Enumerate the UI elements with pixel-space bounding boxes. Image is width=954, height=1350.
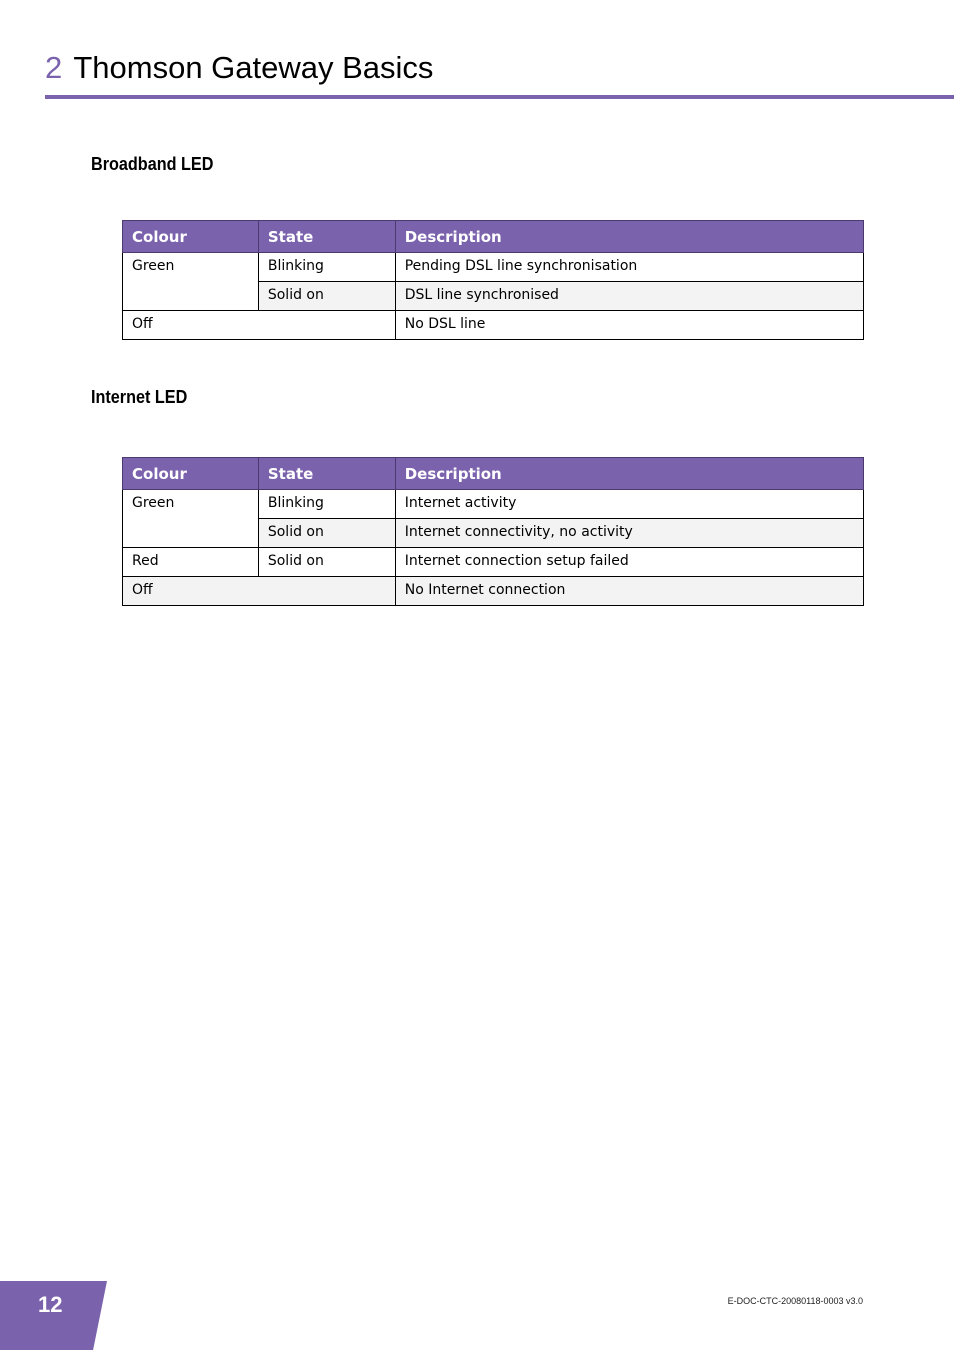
chapter-divider bbox=[45, 95, 954, 99]
description-cell: Pending DSL line synchronisation bbox=[395, 253, 863, 282]
column-header: Colour bbox=[123, 221, 259, 253]
table-row bbox=[123, 490, 864, 519]
chapter-title: Thomson Gateway Basics bbox=[73, 50, 434, 85]
state-cell: Solid on bbox=[258, 282, 395, 311]
chapter-number: 2 bbox=[45, 50, 63, 85]
description-cell: Internet connection setup failed bbox=[395, 548, 863, 577]
table-header-row bbox=[123, 221, 864, 253]
table-row bbox=[123, 577, 864, 606]
table-row bbox=[123, 253, 864, 282]
table-row bbox=[123, 311, 864, 340]
state-cell: Blinking bbox=[258, 490, 395, 519]
table-row bbox=[123, 548, 864, 577]
chapter-header bbox=[45, 50, 433, 86]
section-heading-broadband-led: Broadband LED bbox=[91, 154, 214, 174]
broadband-led-table bbox=[122, 220, 864, 340]
colour-cell: Off bbox=[123, 311, 396, 340]
colour-cell: Green bbox=[123, 490, 259, 548]
column-header: State bbox=[258, 221, 395, 253]
state-cell: Solid on bbox=[258, 519, 395, 548]
table-header-row bbox=[123, 458, 864, 490]
internet-led-table bbox=[122, 457, 864, 606]
document-id: E-DOC-CTC-20080118-0003 v3.0 bbox=[727, 1296, 863, 1306]
section-heading-internet-led: Internet LED bbox=[91, 387, 188, 407]
page-number: 12 bbox=[38, 1292, 63, 1317]
colour-cell: Red bbox=[123, 548, 259, 577]
state-cell: Blinking bbox=[258, 253, 395, 282]
description-cell: No DSL line bbox=[395, 311, 863, 340]
description-cell: Internet connectivity, no activity bbox=[395, 519, 863, 548]
colour-cell: Green bbox=[123, 253, 259, 311]
description-cell: No Internet connection bbox=[395, 577, 863, 606]
column-header: State bbox=[258, 458, 395, 490]
state-cell: Solid on bbox=[258, 548, 395, 577]
column-header: Description bbox=[395, 221, 863, 253]
description-cell: Internet activity bbox=[395, 490, 863, 519]
column-header: Description bbox=[395, 458, 863, 490]
description-cell: DSL line synchronised bbox=[395, 282, 863, 311]
colour-cell: Off bbox=[123, 577, 396, 606]
column-header: Colour bbox=[123, 458, 259, 490]
